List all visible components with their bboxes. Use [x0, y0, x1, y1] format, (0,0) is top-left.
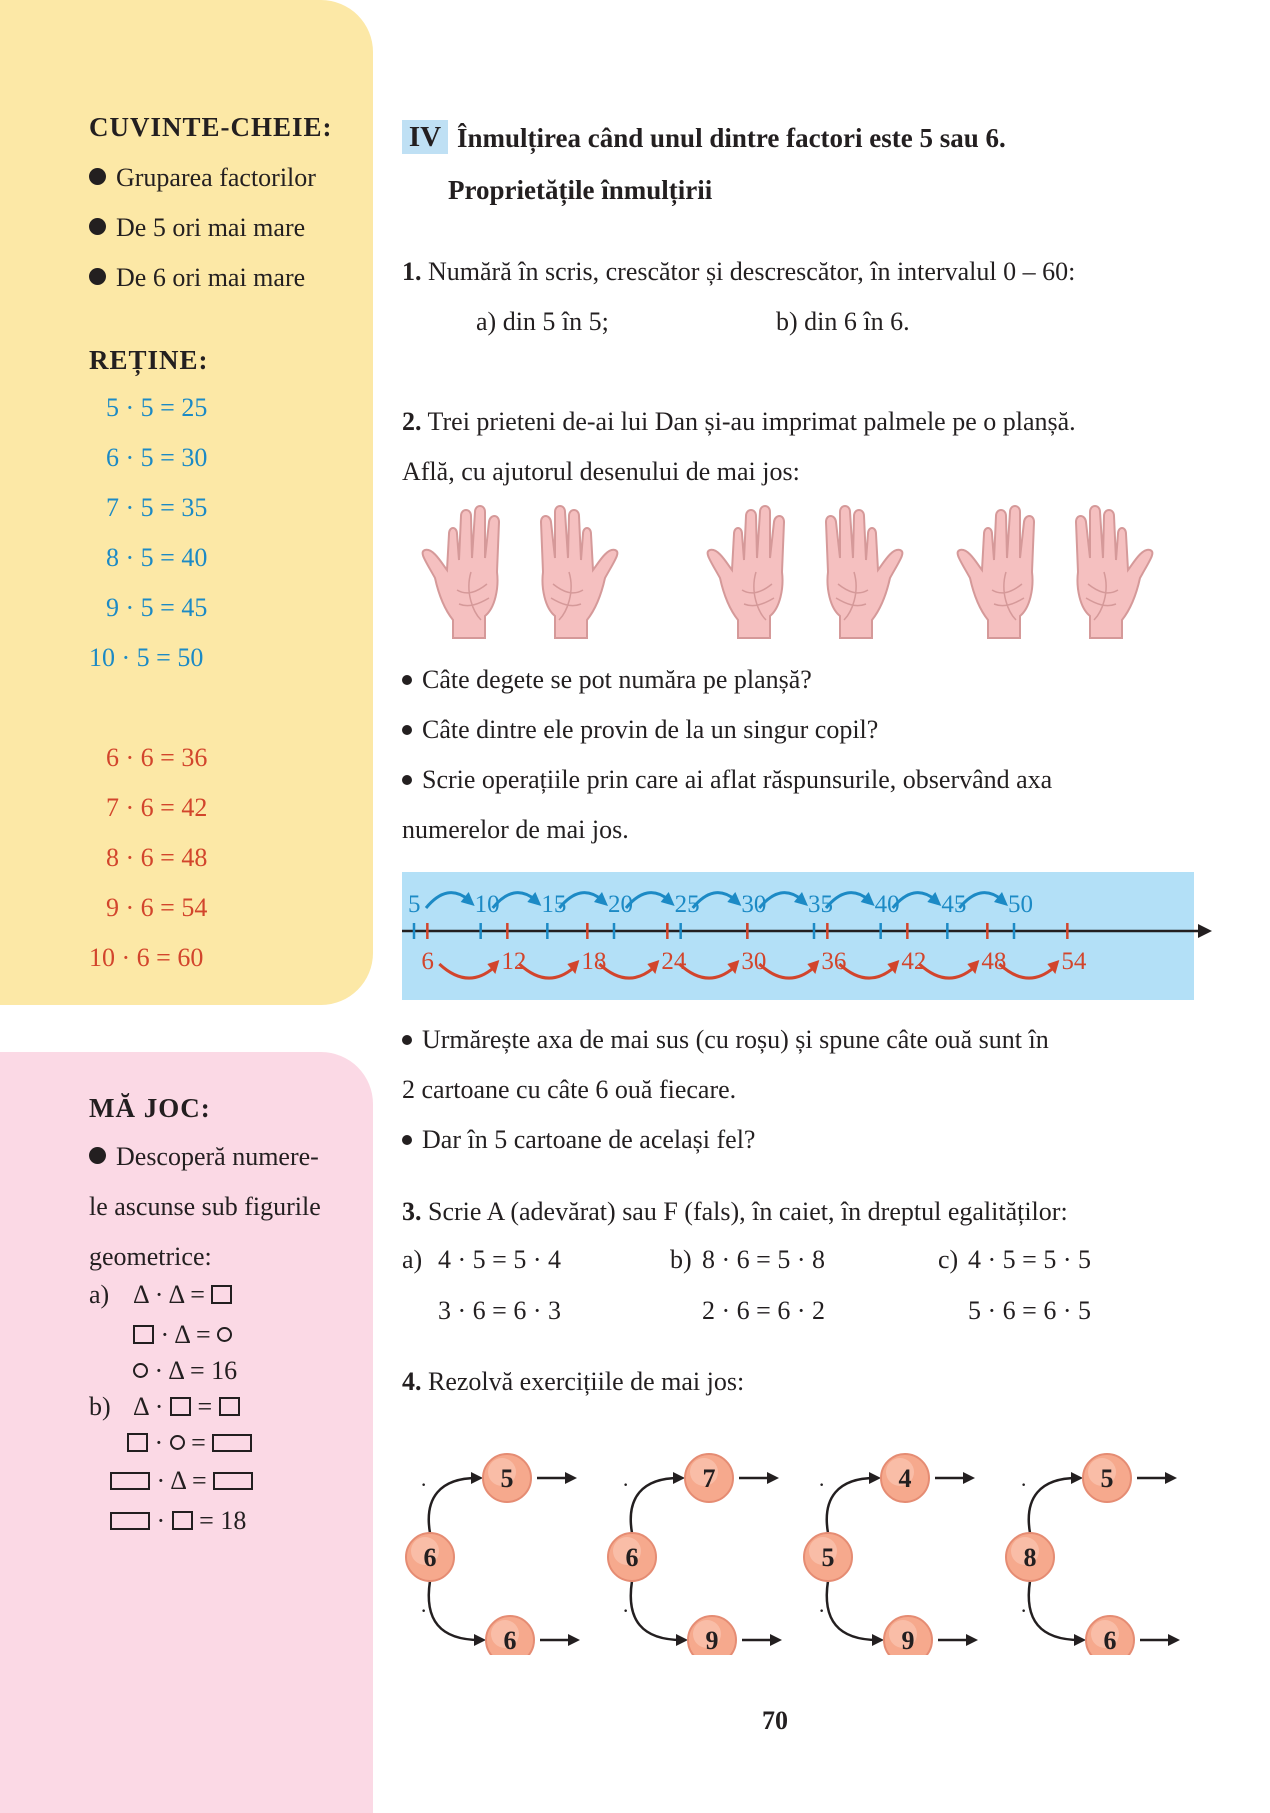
multiply-arrow [827, 1478, 875, 1533]
six-table-row: 8 · 6 = 48 [106, 843, 208, 872]
six-table-row: 7 · 6 = 42 [106, 793, 208, 822]
square-icon [219, 1397, 240, 1416]
retine-heading: REȚINE: [89, 345, 209, 375]
square-icon [172, 1511, 193, 1530]
ex3-equality: 2 · 6 = 6 · 2 [702, 1296, 825, 1325]
five-table-row: 9 · 5 = 45 [106, 593, 208, 622]
blue-label: 30 [741, 891, 767, 918]
six-table-row: 10 · 6 = 60 [89, 943, 204, 972]
puzzle-row: · Δ = [133, 1320, 232, 1350]
bullet-icon [402, 775, 412, 785]
ex3-equality: 5 · 6 = 6 · 5 [968, 1296, 1091, 1325]
multiply-dot: · [420, 1472, 428, 1497]
rectangle-icon [110, 1512, 150, 1530]
blue-label: 10 [474, 891, 500, 918]
bullet-icon [402, 1135, 412, 1145]
bullet-icon [402, 725, 412, 735]
arrowhead-icon [471, 1472, 483, 1484]
ex2-question-cont: numerelor de mai jos. [402, 815, 629, 844]
five-table-row: 6 · 5 = 30 [106, 443, 208, 472]
bullet-icon [89, 218, 106, 235]
rectangle-icon [213, 1472, 253, 1490]
blue-label: 15 [541, 891, 567, 918]
arrowhead-icon [869, 1472, 881, 1484]
bullet-icon [89, 268, 106, 285]
puzzle-row: · Δ = 16 [133, 1356, 237, 1386]
puzzle-b-label: b) [89, 1392, 111, 1421]
puzzle-row: · = [127, 1428, 252, 1458]
six-table-row: 9 · 6 = 54 [106, 893, 208, 922]
ex2-question: Câte degete se pot număra pe planșă? [402, 665, 812, 695]
top-number-value: 4 [898, 1464, 912, 1493]
five-table-row: 7 · 5 = 35 [106, 493, 208, 522]
bullet-icon [402, 1035, 412, 1045]
ex3-text: 3. Scrie A (adevărat) sau F (fals), în caiet, în dreptul egalităților: [402, 1197, 1068, 1226]
arrowhead-icon [872, 1634, 884, 1646]
keywords-heading: CUVINTE-CHEIE: [89, 112, 333, 142]
multiply-arrow [429, 1478, 477, 1533]
arrowhead-icon [1074, 1634, 1086, 1646]
ex2-text: 2. Trei prieteni de-ai lui Dan și-au imprimat palmele pe o planșă. [402, 407, 1076, 436]
game-text: geometrice: [89, 1242, 212, 1271]
blue-label: 35 [808, 891, 833, 918]
puzzle-row: Δ · Δ = [133, 1280, 232, 1310]
top-number-value: 5 [500, 1464, 514, 1493]
lesson-subtitle: Proprietățile înmulțirii [448, 175, 713, 205]
ex2-question-cont: 2 cartoane cu câte 6 ouă fiecare. [402, 1075, 737, 1104]
axis-arrow-icon [1198, 924, 1212, 938]
page-number: 70 [762, 1706, 788, 1735]
red-label: 6 [421, 948, 434, 975]
arrowhead-icon [565, 1472, 577, 1484]
bottom-number-value: 6 [1103, 1626, 1117, 1655]
ex3-c-label: c) [938, 1245, 959, 1274]
rectangle-icon [212, 1434, 252, 1452]
circle-icon [170, 1435, 185, 1450]
square-icon [170, 1397, 191, 1416]
red-label: 18 [581, 948, 607, 975]
ex3-b-label: b) [670, 1245, 692, 1274]
blue-label: 45 [941, 891, 967, 918]
multiply-dot: · [1020, 1598, 1028, 1623]
puzzle-row: · = 18 [110, 1506, 246, 1536]
center-number-value: 6 [423, 1543, 437, 1572]
ex4-text: 4. Rezolvă exercițiile de mai jos: [402, 1367, 745, 1396]
puzzle-a-label: a) [89, 1280, 110, 1309]
ex1-b: b) din 6 în 6. [776, 307, 910, 336]
multiply-dot: · [622, 1598, 630, 1623]
square-icon [211, 1285, 232, 1304]
keyword-item: Gruparea factorilor [89, 163, 316, 193]
bottom-number-value: 9 [705, 1626, 719, 1655]
multiply-dot: · [420, 1598, 428, 1623]
ex2-question: Dar în 5 cartoane de același fel? [402, 1125, 755, 1155]
bottom-number-value: 9 [901, 1626, 915, 1655]
multiply-arrow [631, 1478, 679, 1533]
multiply-dot: · [818, 1472, 826, 1497]
five-table-row: 8 · 5 = 40 [106, 543, 208, 572]
ex3-equality: 8 · 6 = 5 · 8 [702, 1245, 825, 1274]
arrowhead-icon [676, 1634, 688, 1646]
lesson-title: Înmulțirea când unul dintre factori este 5 sau 6. [457, 123, 1006, 153]
red-label: 48 [981, 948, 1007, 975]
child-2-hands [708, 506, 903, 638]
arrowhead-icon [770, 1634, 782, 1646]
multiply-dot: · [1020, 1472, 1028, 1497]
game-heading: MĂ JOC: [89, 1093, 211, 1123]
child-1-hands [423, 506, 618, 638]
puzzle-row: Δ · = [133, 1392, 240, 1422]
center-number-value: 5 [821, 1543, 835, 1572]
red-label: 12 [501, 948, 527, 975]
arrowhead-icon [568, 1634, 580, 1646]
multiply-arrow [631, 1581, 682, 1640]
ex3-equality: 4 · 5 = 5 · 5 [968, 1245, 1091, 1274]
puzzle-row: · Δ = [110, 1466, 253, 1496]
arrowhead-icon [966, 1634, 978, 1646]
center-number-value: 8 [1023, 1543, 1037, 1572]
blue-label: 20 [608, 891, 633, 918]
bottom-number-value: 6 [503, 1626, 517, 1655]
red-label: 36 [821, 948, 847, 975]
arrowhead-icon [1071, 1472, 1083, 1484]
top-number-value: 5 [1100, 1464, 1114, 1493]
ex2-question: Scrie operațiile prin care ai aflat răspunsurile, observând axa [402, 765, 1052, 795]
ex3-equality: 4 · 5 = 5 · 4 [438, 1245, 561, 1274]
top-number-value: 7 [702, 1464, 716, 1493]
ex3-equality: 3 · 6 = 6 · 3 [438, 1296, 561, 1325]
ex2-text-2: Află, cu ajutorul desenului de mai jos: [402, 457, 800, 486]
game-text: le ascunse sub figurile [89, 1192, 321, 1221]
bullet-icon [89, 1147, 106, 1164]
blue-label: 50 [1008, 891, 1033, 918]
multiply-dot: · [818, 1598, 826, 1623]
game-text: Descoperă numere- [89, 1142, 319, 1172]
ex1-text: 1. Numără în scris, crescător și descrescător, în intervalul 0 – 60: [402, 257, 1076, 286]
child-3-hands [958, 506, 1153, 638]
center-number-value: 6 [625, 1543, 639, 1572]
ex2-question: Urmărește axa de mai sus (cu roșu) și spune câte ouă sunt în [402, 1025, 1049, 1055]
arrowhead-icon [474, 1634, 486, 1646]
arrowhead-icon [963, 1472, 975, 1484]
ex1-a: a) din 5 în 5; [476, 307, 609, 336]
square-icon [133, 1325, 154, 1344]
bullet-icon [89, 168, 106, 185]
number-line-background [402, 872, 1194, 1000]
rectangle-icon [110, 1472, 150, 1490]
multiply-arrow [827, 1581, 878, 1640]
bullet-icon [402, 675, 412, 685]
lesson-roman-number: IV [402, 120, 448, 154]
circle-icon [133, 1363, 148, 1378]
five-table-row: 10 · 5 = 50 [89, 643, 204, 672]
six-table-row: 6 · 6 = 36 [106, 743, 208, 772]
red-label: 24 [661, 948, 687, 975]
blue-label: 25 [674, 891, 700, 918]
red-label: 42 [901, 948, 927, 975]
ex2-question: Câte dintre ele provin de la un singur copil? [402, 715, 878, 745]
circle-icon [217, 1327, 232, 1342]
keyword-item: De 5 ori mai mare [89, 213, 305, 243]
blue-label: 5 [408, 891, 421, 918]
red-label: 54 [1061, 948, 1087, 975]
number-line [402, 872, 1212, 1000]
red-label: 30 [741, 948, 767, 975]
blue-label: 40 [874, 891, 900, 918]
arrowhead-icon [767, 1472, 779, 1484]
multiply-arrow [1029, 1581, 1080, 1640]
five-table-row: 5 · 5 = 25 [106, 393, 208, 422]
multiply-arrow [1029, 1478, 1077, 1533]
ex4-diagrams [395, 1425, 1205, 1655]
arrowhead-icon [673, 1472, 685, 1484]
arrowhead-icon [1165, 1472, 1177, 1484]
ex3-a-label: a) [402, 1245, 423, 1274]
keyword-item: De 6 ori mai mare [89, 263, 305, 293]
arrowhead-icon [1168, 1634, 1180, 1646]
multiply-arrow [429, 1581, 480, 1640]
square-icon [127, 1433, 148, 1452]
hand-prints [400, 500, 1200, 645]
multiply-dot: · [622, 1472, 630, 1497]
